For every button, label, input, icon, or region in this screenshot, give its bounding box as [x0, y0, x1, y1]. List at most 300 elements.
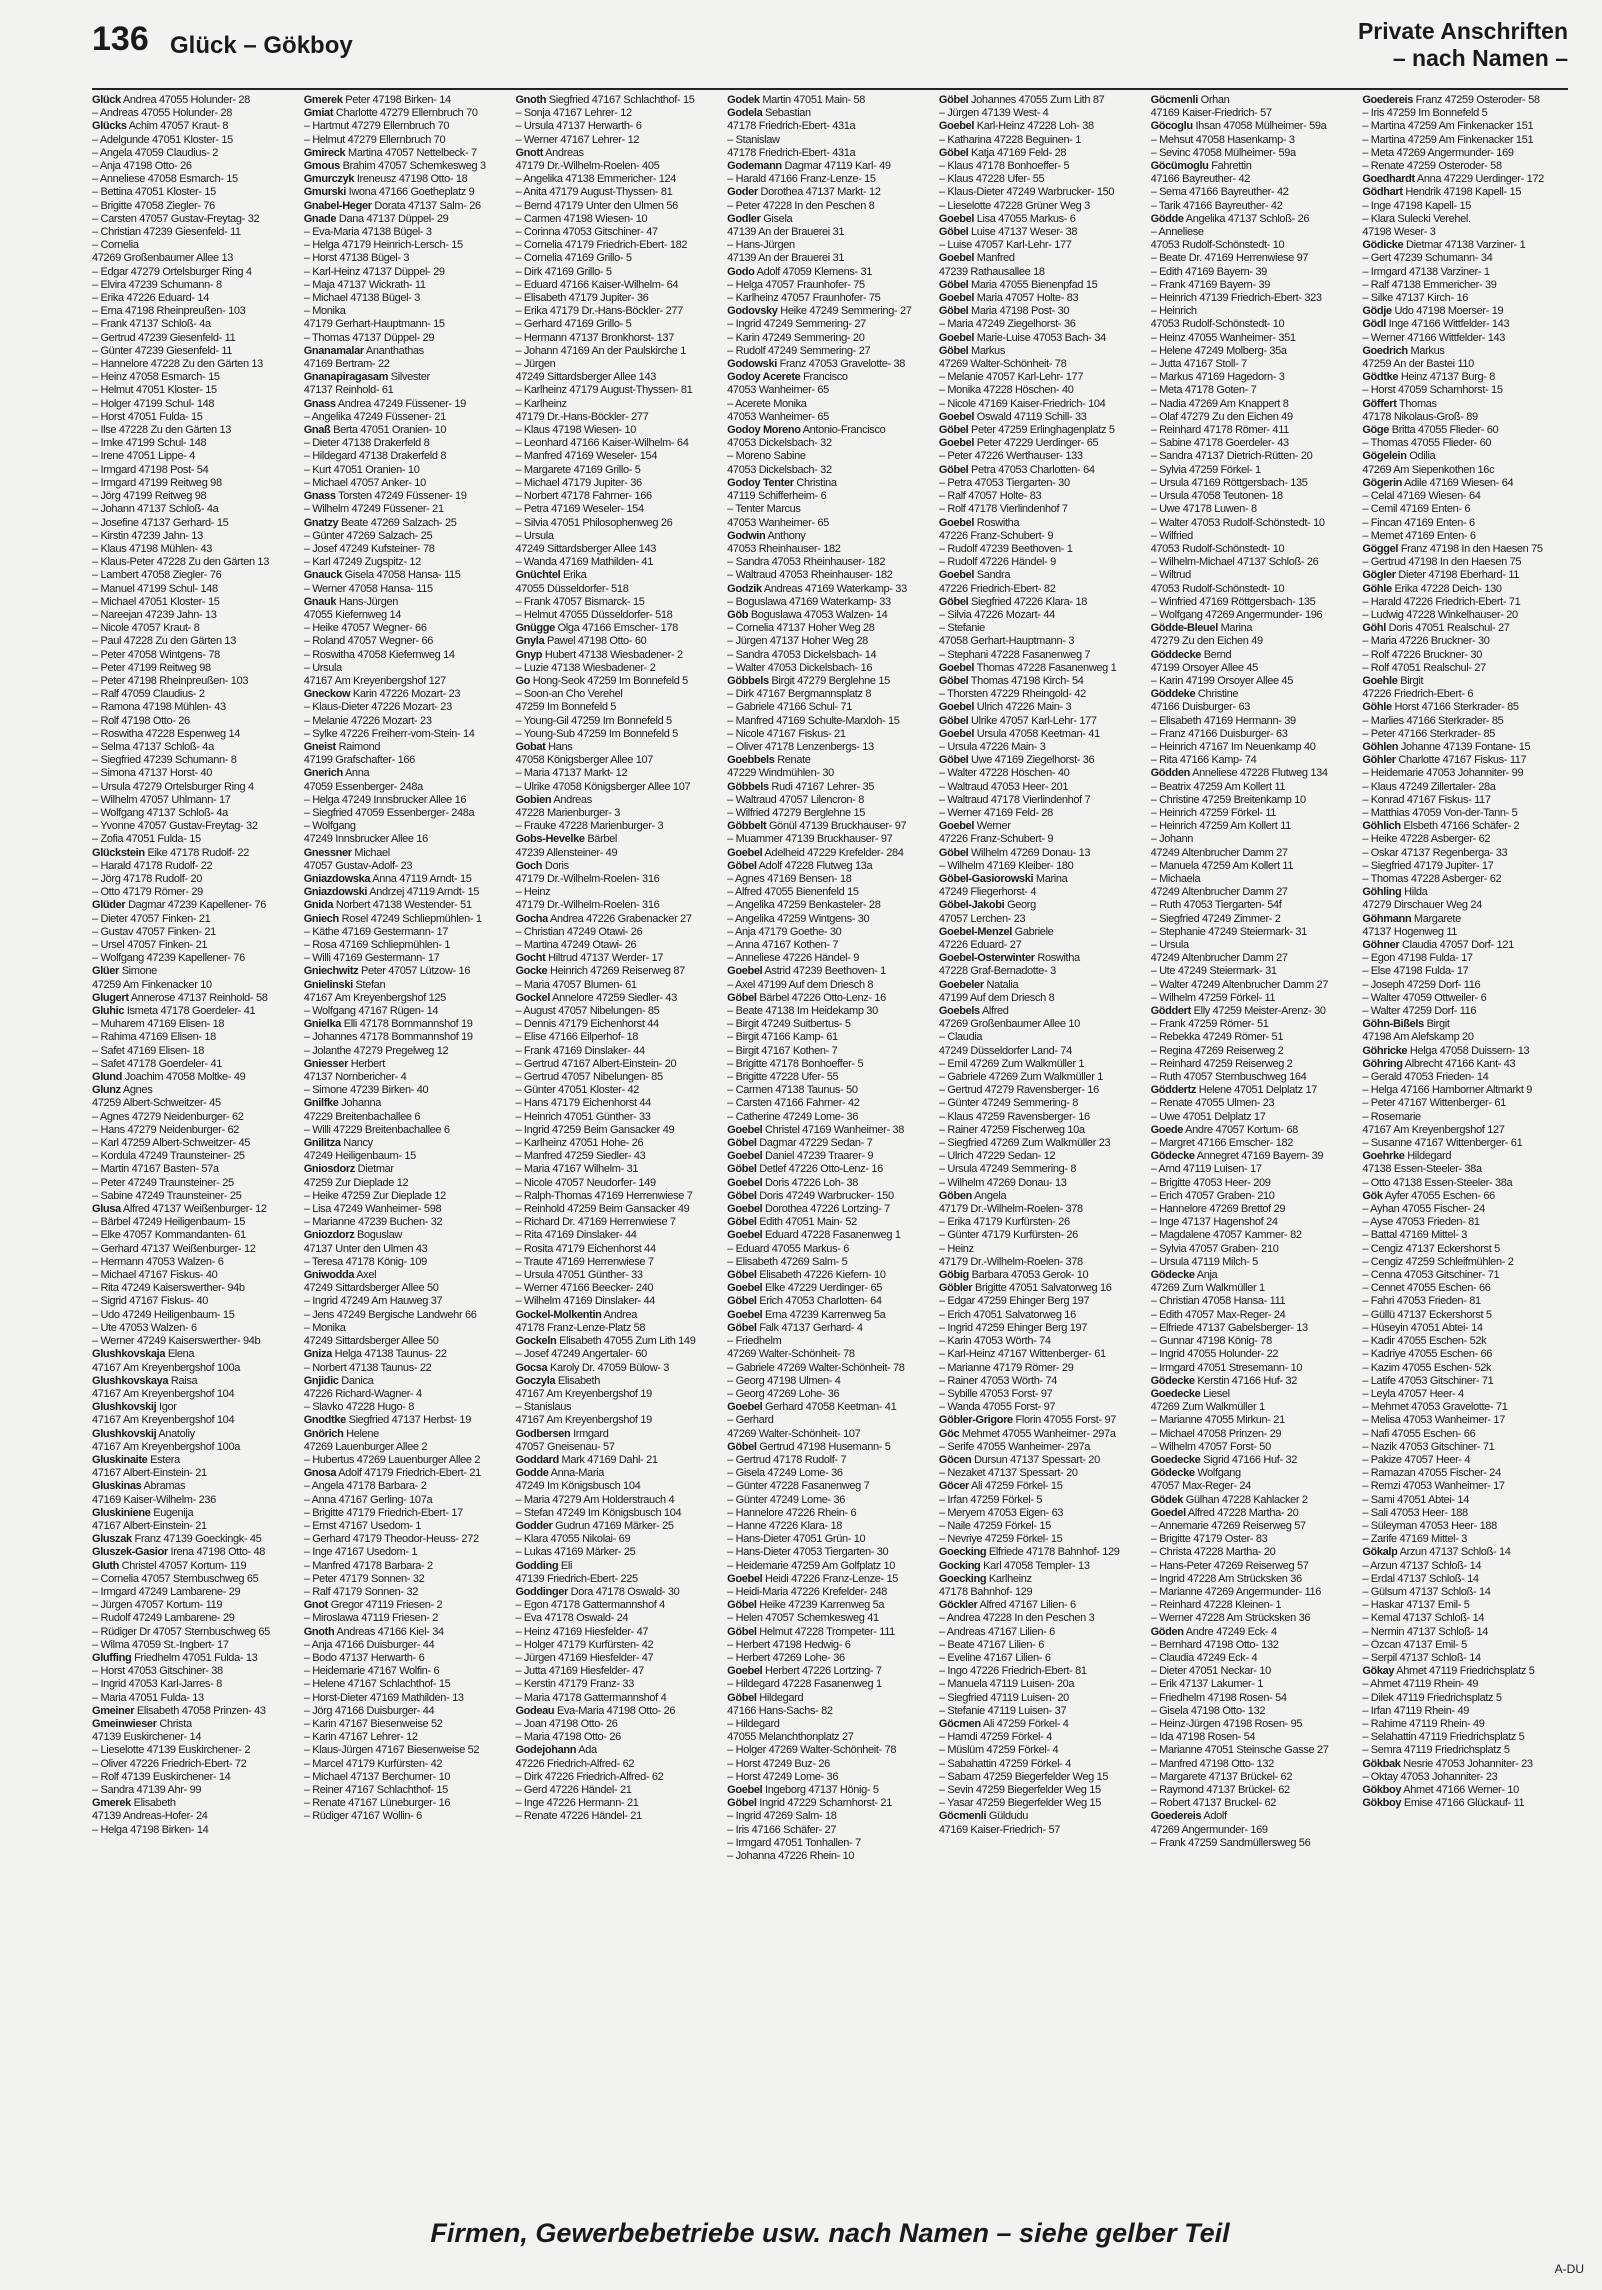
entry-details: – Irmgard 47199 Reitweg 98 [92, 476, 222, 489]
listing-entry [1362, 1771, 1568, 1784]
listing-entry [939, 477, 1145, 490]
entry-details: Eli [558, 1559, 573, 1572]
entry-details: 47139 An der Brauerei 31 [727, 252, 845, 265]
entry-details: – Günter 47249 Semmering- 8 [938, 1097, 1079, 1110]
listing-entry [1151, 332, 1357, 345]
entry-details: – Nermin 47137 Schloß- 14 [1362, 1625, 1489, 1638]
entry-details: – Hans 47279 Neidenburger- 62 [92, 1123, 240, 1136]
listing-entry [515, 807, 721, 820]
entry-details: – Wilhelm 47169 Kleiber- 180 [938, 859, 1074, 872]
listing-entry [939, 530, 1145, 543]
entry-details: – Manfred 47169 Schulte-Marxloh- 15 [727, 714, 900, 727]
listing-entry [515, 134, 721, 147]
entry-surname: Gödecke [1150, 1467, 1195, 1480]
entry-surname: Gniazdowska [303, 872, 371, 885]
entry-surname: Göbbelt [727, 820, 767, 833]
listing-entry [92, 1507, 298, 1520]
listing-entry [939, 398, 1145, 411]
listing-entry [1362, 754, 1568, 767]
entry-details: – Beate 47167 Lilien- 6 [938, 1638, 1044, 1651]
listing-entry [515, 1428, 721, 1441]
entry-details: – Michaela [1150, 872, 1201, 885]
entry-details: Gregor 47119 Friesen- 2 [327, 1599, 443, 1612]
listing-entry [1151, 1480, 1357, 1493]
entry-details: 47198 Am Alefskamp 20 [1362, 1031, 1474, 1044]
entry-details: 47239 Rathausallee 18 [938, 265, 1045, 278]
entry-surname: Gnoth [303, 1625, 335, 1638]
listing-entry [92, 728, 298, 741]
entry-details: Ulrike 47057 Karl-Lehr- 177 [968, 714, 1097, 727]
entry-details: – Gerhard [727, 1414, 774, 1427]
entry-details: – Bodo 47137 Herwarth- 6 [303, 1651, 425, 1664]
listing-entry [515, 1084, 721, 1097]
entry-details: 47249 Altenbrucher Damm 27 [1150, 846, 1288, 859]
listing-entry [939, 1533, 1145, 1546]
listing-entry [1151, 1111, 1357, 1124]
entry-surname: Gneckow [303, 688, 351, 701]
listing-entry [1151, 992, 1357, 1005]
entry-surname: Glushkovskaya [92, 1374, 169, 1387]
entry-details: Boguslawa 47053 Walzen- 14 [748, 608, 888, 621]
listing-entry [1151, 186, 1357, 199]
listing-entry [939, 1401, 1145, 1414]
entry-details: Rosel 47249 Schliepmühlen- 1 [338, 912, 482, 925]
listing-entry [515, 926, 721, 939]
listing-entry [92, 1137, 298, 1150]
listing-entry [1151, 1045, 1357, 1058]
listing-entry [727, 781, 933, 794]
listing-entry [939, 305, 1145, 318]
entry-details: Hiltrud 47137 Werder- 17 [545, 952, 664, 965]
entry-details: – Matthias 47059 Von-der-Tann- 5 [1362, 806, 1518, 819]
listing-entry [92, 913, 298, 926]
entry-details: – Gabriele 47269 Zum Walkmüller 1 [938, 1071, 1103, 1084]
entry-details: – Harald 47166 Franz-Lenze- 15 [727, 173, 876, 186]
listing-entry [939, 807, 1145, 820]
entry-details: – Haskar 47137 Emil- 5 [1362, 1599, 1470, 1612]
entry-details: – Nafi 47055 Eschen- 66 [1362, 1427, 1476, 1440]
listing-entry [515, 1718, 721, 1731]
entry-details: – Nevriye 47259 Förkel- 15 [938, 1533, 1063, 1546]
listing-entry [939, 1441, 1145, 1454]
entry-surname: Gluskinas [92, 1480, 142, 1493]
listing-entry [939, 1731, 1145, 1744]
listing-entry [515, 1348, 721, 1361]
listing-entry [1151, 371, 1357, 384]
entry-details: – Gerald 47053 Frieden- 14 [1362, 1071, 1489, 1084]
entry-details: – Elvira 47239 Schumann- 8 [92, 278, 222, 291]
entry-details: – Fahri 47053 Frieden- 81 [1362, 1295, 1481, 1308]
entry-surname: Goch [515, 859, 543, 872]
listing-entry [92, 1058, 298, 1071]
listing-entry [939, 979, 1145, 992]
entry-details: – Käthe 47169 Gestermann- 17 [303, 925, 449, 938]
entry-surname: Göddert [1150, 1005, 1191, 1018]
entry-details: Beate 47269 Salzach- 25 [338, 516, 457, 529]
listing-entry [515, 701, 721, 714]
entry-details: – Georg 47269 Lohe- 36 [727, 1387, 840, 1400]
listing-entry [92, 1784, 298, 1797]
entry-details: Angelika 47137 Schloß- 26 [1183, 212, 1310, 225]
entry-surname: Goecking [938, 1572, 987, 1585]
listing-entry [92, 1177, 298, 1190]
entry-details: – Stefan 47249 Im Königsbusch 104 [515, 1506, 682, 1519]
listing-entry [92, 1718, 298, 1731]
entry-details: – Ursula 47119 Milch- 5 [1150, 1255, 1258, 1268]
entry-details: Dietmar [354, 1163, 394, 1176]
listing-column [1362, 94, 1568, 2194]
listing-entry [1151, 1586, 1357, 1599]
entry-details: – Agnes 47279 Neidenburger- 62 [92, 1110, 244, 1123]
entry-details: Helene 47051 Delplatz 17 [1196, 1084, 1317, 1097]
entry-details: – Maria 47279 Am Holderstrauch 4 [515, 1493, 675, 1506]
listing-entry [1362, 1071, 1568, 1084]
listing-entry [1362, 305, 1568, 318]
entry-surname: Godela [727, 107, 763, 120]
entry-details: 47139 An der Brauerei 31 [727, 226, 845, 239]
entry-details: Andreas 47166 Kiel- 34 [334, 1625, 444, 1638]
listing-entry [1151, 952, 1357, 965]
entry-details: Siegfried 47226 Klara- 18 [968, 595, 1088, 608]
entry-details: 47269 Angermunder- 169 [1150, 1823, 1268, 1836]
entry-details: Marie-Luise 47053 Bach- 34 [974, 331, 1106, 344]
listing-entry [939, 490, 1145, 503]
listing-entry [1362, 715, 1568, 728]
entry-details: – Silvia 47051 Philosophenweg 26 [515, 516, 673, 529]
listing-entry [304, 450, 510, 463]
entry-details: – Ingrid 47259 Beim Gansacker 49 [515, 1123, 675, 1136]
entry-details: – Helga 47179 Heinrich-Lersch- 15 [303, 239, 463, 252]
entry-surname: Göbbels [727, 780, 769, 793]
entry-details: – Magdalene 47057 Kammer- 82 [1150, 1229, 1302, 1242]
listing-entry [515, 1335, 721, 1348]
listing-entry [939, 226, 1145, 239]
entry-surname: Göffert [1362, 397, 1397, 410]
entry-details: Franz 47139 Goeckingk- 45 [131, 1533, 262, 1546]
entry-surname: Göbel-Gasiorowski [938, 872, 1034, 885]
entry-surname: Goedecke [1150, 1387, 1201, 1400]
listing-entry [727, 1771, 933, 1784]
entry-details: – Erik 47137 Lakumer- 1 [1150, 1678, 1263, 1691]
entry-surname: Goebel [727, 1665, 763, 1678]
entry-details: – Celal 47169 Wiesen- 64 [1362, 490, 1481, 503]
entry-details: – Werner 47166 Wittfelder- 143 [1362, 331, 1506, 344]
entry-surname: Goebel [727, 1123, 763, 1136]
listing-entry [1151, 1824, 1357, 1837]
entry-details: – Brigitte 47179 Oster- 83 [1150, 1533, 1268, 1546]
entry-surname: Göden [1150, 1625, 1184, 1638]
listing-entry [727, 1480, 933, 1493]
entry-surname: Goebel [938, 661, 975, 674]
listing-entry [1362, 437, 1568, 450]
listing-entry [939, 1177, 1145, 1190]
listing-entry [515, 939, 721, 952]
listing-entry [304, 926, 510, 939]
entry-details: – Karin 47167 Lehrer- 12 [303, 1731, 418, 1744]
entry-surname: Göbel-Jakobi [938, 899, 1005, 912]
entry-details: Hildegard [1404, 1150, 1452, 1163]
listing-entry [727, 1388, 933, 1401]
entry-details: – Wilhelm 47269 Donau- 13 [938, 1176, 1067, 1189]
entry-details: – Hans-Peter 47269 Reiserweg 57 [1150, 1559, 1309, 1572]
listing-entry [304, 318, 510, 331]
listing-entry [304, 384, 510, 397]
entry-details: – Ralph-Thomas 47169 Herrenwiese 7 [515, 1189, 693, 1202]
entry-details: – Edgar 47279 Ortelsburger Ring 4 [92, 265, 252, 278]
listing-entry [1151, 979, 1357, 992]
entry-surname: Gnass [303, 490, 336, 503]
entry-details: – Kemal 47137 Schloß- 14 [1362, 1612, 1485, 1625]
listing-entry [1151, 318, 1357, 331]
listing-entry [1151, 1837, 1357, 1850]
entry-details: – Sami 47051 Abtei- 14 [1362, 1493, 1469, 1506]
listing-entry [1151, 1573, 1357, 1586]
entry-details: Inge 47166 Wittfelder- 143 [1385, 318, 1510, 331]
entry-details: – Sandra 47139 Ahr- 99 [92, 1784, 202, 1796]
listing-entry [515, 1362, 721, 1375]
listing-entry [727, 1428, 933, 1441]
entry-details: 47053 Wanheimer- 65 [727, 410, 829, 423]
entry-details: Dana 47137 Düppel- 29 [336, 212, 449, 225]
listing-entry [515, 596, 721, 609]
listing-entry [515, 1216, 721, 1229]
entry-details: 47199 Auf dem Driesch 8 [938, 991, 1055, 1004]
entry-surname: Gögerin [1362, 476, 1403, 489]
entry-details: – Siegfried 47239 Schumann- 8 [92, 754, 237, 767]
entry-details: – Heidi-Maria 47226 Krefelder- 248 [727, 1585, 888, 1598]
listing-entry [939, 1216, 1145, 1229]
entry-surname: Godo [727, 265, 755, 278]
entry-details: Gülhan 47228 Kahlacker 2 [1183, 1493, 1308, 1506]
entry-details: – Rudolf 47239 Beethoven- 1 [938, 542, 1073, 555]
listing-entry [727, 1309, 933, 1322]
entry-details: – Frauke 47228 Marienburger- 3 [515, 820, 664, 833]
entry-details: – Heinz 47055 Wanheimer- 351 [1150, 331, 1296, 344]
entry-details: Annerose 47137 Reinhold- 58 [128, 991, 268, 1004]
entry-details: – Anna 47167 Kothen- 7 [727, 939, 839, 951]
entry-surname: Göcümoglu [1150, 160, 1209, 173]
listing-entry [727, 1758, 933, 1771]
listing-entry [1151, 107, 1357, 120]
listing-entry [92, 1744, 298, 1757]
listing-entry [515, 847, 721, 860]
entry-details: Anna 47229 Uerdinger- 172 [1414, 173, 1544, 186]
entry-details: Wolfgang [1194, 1467, 1241, 1480]
entry-surname: Göben [938, 1189, 972, 1202]
listing-entry [304, 371, 510, 384]
entry-surname: Gmurski [303, 186, 346, 199]
listing-entry [1362, 1084, 1568, 1097]
listing-entry [304, 107, 510, 120]
listing-entry [939, 1428, 1145, 1441]
listing-entry [727, 1269, 933, 1282]
listing-entry [515, 1731, 721, 1744]
entry-surname: Godler [727, 212, 761, 225]
entry-details: – Manuela 47259 Am Kollert 11 [1150, 859, 1294, 872]
entry-details: Bärbel [584, 833, 618, 846]
listing-entry [304, 583, 510, 596]
listing-entry [304, 1414, 510, 1427]
listing-entry [92, 398, 298, 411]
listing-entry [515, 662, 721, 675]
entry-details: – Zofia 47051 Fulda- 15 [92, 833, 201, 846]
entry-details: 47229 Breitenbachallee 6 [303, 1110, 421, 1123]
listing-entry [939, 1560, 1145, 1573]
listing-entry [1151, 1678, 1357, 1691]
listing-entry [304, 728, 510, 741]
listing-entry [727, 1005, 933, 1018]
entry-details: – Dieter 47057 Finken- 21 [92, 912, 211, 925]
entry-details: – Rudolf 47249 Semmering- 27 [727, 344, 871, 357]
entry-details: – Kadriye 47055 Eschen- 66 [1362, 1348, 1493, 1361]
listing-entry [939, 1256, 1145, 1269]
entry-details: – Marianne 47269 Angermunder- 116 [1150, 1585, 1322, 1598]
listing-entry [92, 332, 298, 345]
listing-entry [727, 1441, 933, 1454]
listing-entry [939, 952, 1145, 965]
listing-entry [727, 1401, 933, 1414]
entry-details: 47167 Am Kreyenbergshof 100a [92, 1440, 240, 1453]
listing-entry [515, 1546, 721, 1559]
listing-entry [1362, 173, 1568, 186]
entry-surname: Goebel [938, 120, 975, 133]
listing-entry [1151, 437, 1357, 450]
entry-details: – Hüseyin 47051 Abtei- 14 [1362, 1321, 1483, 1334]
entry-details: – Gabriele 47269 Walter-Schönheit- 78 [727, 1361, 905, 1374]
entry-details: – Traute 47169 Herrenwiese 7 [515, 1255, 654, 1268]
listing-entry [515, 503, 721, 516]
listing-entry [727, 847, 933, 860]
listing-entry [304, 1784, 510, 1797]
entry-surname: Gödecke [1150, 1374, 1195, 1387]
listing-entry [515, 1441, 721, 1454]
listing-entry [1362, 134, 1568, 147]
entry-surname: Goebel [938, 516, 975, 529]
entry-details: – Anna 47167 Gerling- 107a [303, 1493, 433, 1506]
entry-surname: Gniechwitz [303, 965, 359, 978]
entry-details: Herbert 47226 Lortzing- 7 [762, 1665, 882, 1678]
entry-surname: Gödde [1150, 212, 1184, 225]
entry-details: Dietmar 47138 Varziner- 1 [1403, 239, 1526, 252]
entry-surname: Glund [92, 1071, 123, 1084]
entry-details: – Latife 47053 Gitschiner- 71 [1362, 1374, 1494, 1387]
section-title-line-1: Private Anschriften [1357, 18, 1568, 44]
listing-entry [1151, 1097, 1357, 1110]
listing-entry [92, 371, 298, 384]
entry-details: Dursun 47137 Spessart- 20 [971, 1453, 1100, 1466]
listing-entry [92, 886, 298, 899]
listing-entry [727, 1652, 933, 1665]
entry-surname: Göbel [727, 1269, 757, 1282]
entry-details: Irmgard [570, 1427, 609, 1440]
entry-details: – Heidemarie 47053 Johanniter- 99 [1362, 767, 1524, 780]
listing-entry [92, 1084, 298, 1097]
entry-details: – Anita 47179 August-Thyssen- 81 [515, 186, 673, 199]
listing-entry [727, 913, 933, 926]
entry-surname: Göbbels [727, 674, 769, 687]
entry-surname: Gnot [303, 1599, 328, 1612]
entry-details: Peter 47259 Erlinghagenplatz 5 [968, 424, 1115, 437]
entry-details: Elisabeth 47058 Prinzen- 43 [134, 1704, 266, 1717]
listing-entry [727, 1045, 933, 1058]
entry-details: – Rudolf 47249 Lambarene- 29 [92, 1612, 235, 1625]
entry-surname: Göbel [938, 674, 969, 687]
entry-details: 47226 Friedrich-Alfred- 62 [515, 1757, 635, 1770]
listing-entry [92, 1111, 298, 1124]
listing-entry [1362, 1203, 1568, 1216]
entry-details: – Ralf 47059 Claudius- 2 [92, 688, 205, 701]
listing-entry [304, 675, 510, 688]
listing-entry [1151, 543, 1357, 556]
entry-details: – Holger 47179 Kurfürsten- 42 [515, 1638, 654, 1651]
listing-entry [92, 675, 298, 688]
listing-entry [1151, 1295, 1357, 1308]
entry-details: Bärbel 47226 Otto-Lenz- 16 [756, 991, 886, 1004]
entry-details: – Ralf 47179 Sonnen- 32 [303, 1585, 418, 1598]
listing-entry [304, 1678, 510, 1691]
listing-entry [1151, 1177, 1357, 1190]
entry-surname: Goebel [727, 1784, 763, 1796]
listing-entry [1151, 94, 1357, 107]
entry-details: – Carsten 47166 Fahrner- 42 [727, 1097, 860, 1110]
entry-details: – Gerhard 47169 Grillo- 5 [515, 318, 632, 331]
entry-details: – Süleyman 47053 Heer- 188 [1362, 1519, 1497, 1532]
listing-entry [1151, 622, 1357, 635]
listing-entry [304, 965, 510, 978]
listing-entry [1151, 715, 1357, 728]
listing-entry [1362, 635, 1568, 648]
listing-entry [727, 1599, 933, 1612]
entry-details: – Annemarie 47269 Reiserweg 57 [1150, 1519, 1306, 1532]
entry-details: 47057 Max-Reger- 24 [1150, 1480, 1251, 1493]
listing-entry [939, 1388, 1145, 1401]
entry-details: – Safet 47169 Elisen- 18 [92, 1044, 205, 1057]
entry-details: – Ingrid 47228 Am Strücksken 36 [1150, 1572, 1302, 1585]
entry-details: – Michael 47179 Jupiter- 36 [515, 476, 642, 489]
listing-entry [939, 384, 1145, 397]
listing-entry [92, 530, 298, 543]
entry-surname: Gnyla [515, 635, 545, 648]
entry-details: Ayfer 47055 Eschen- 66 [1382, 1189, 1495, 1202]
entry-surname: Goedel [1150, 1506, 1186, 1519]
listing-entry [515, 820, 721, 833]
listing-entry [1151, 1243, 1357, 1256]
entry-details: – Hartmut 47279 Ellernbruch 70 [303, 120, 450, 133]
listing-entry [727, 1533, 933, 1546]
listing-entry [727, 464, 933, 477]
listing-entry [92, 794, 298, 807]
entry-details: – Karl-Heinz 47137 Düppel- 29 [303, 265, 445, 278]
entry-surname: Godejohann [515, 1744, 577, 1757]
listing-entry [727, 1137, 933, 1150]
listing-entry [727, 305, 933, 318]
listing-entry [939, 1375, 1145, 1388]
entry-details: Daniel 47239 Traarer- 9 [762, 1150, 874, 1163]
entry-details: – Gustav 47057 Finken- 21 [92, 925, 216, 938]
listing-entry [939, 833, 1145, 846]
entry-details: Johanna [338, 1097, 382, 1110]
entry-surname: Glüer [92, 965, 119, 978]
listing-entry [92, 477, 298, 490]
entry-details: Karl-Heinz 47228 Loh- 38 [974, 120, 1094, 133]
entry-surname: Godder [515, 1519, 553, 1532]
entry-details: – Wilma 47059 St.-Ingbert- 17 [92, 1638, 229, 1651]
entry-details: – Ralf 47057 Holte- 83 [938, 490, 1042, 503]
entry-details: – Semra 47119 Friedrichsplatz 5 [1362, 1744, 1510, 1757]
entry-details: – Melanie 47057 Karl-Lehr- 177 [938, 371, 1084, 384]
listing-entry [727, 728, 933, 741]
listing-entry [304, 1309, 510, 1322]
